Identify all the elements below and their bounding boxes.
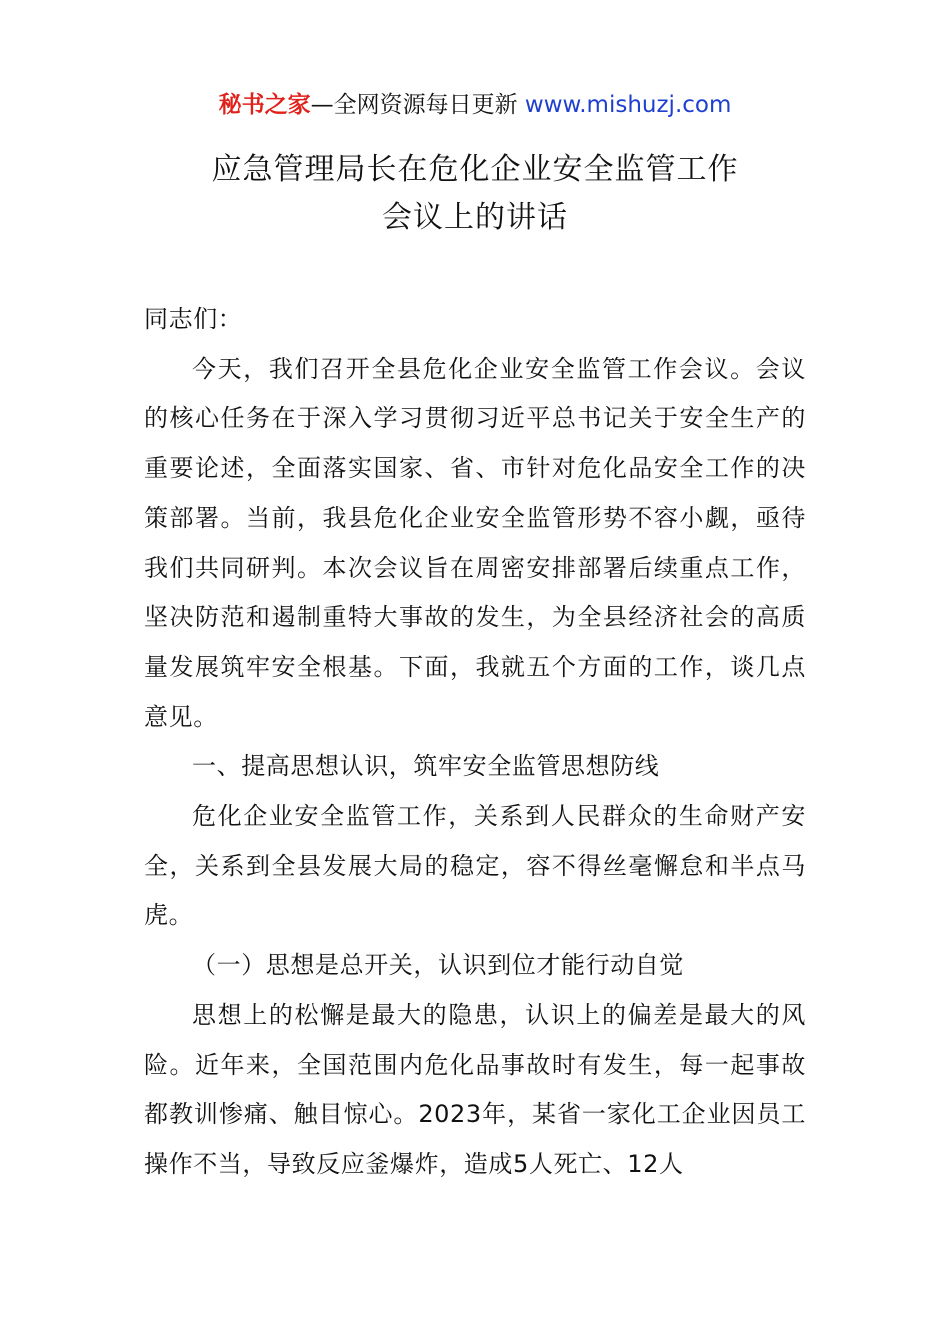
document-body xyxy=(144,295,806,1190)
document-title xyxy=(0,146,950,242)
title-line-1: 应急管理局长在危化企业安全监管工作 xyxy=(211,152,739,187)
site-url-link[interactable]: www.mishuzj.com xyxy=(524,92,732,118)
salutation: 同志们： xyxy=(144,305,243,333)
brand-name: 秘书之家 xyxy=(218,92,311,118)
paragraph-section-1: 危化企业安全监管工作，关系到人民群众的生命财产安全，关系到全县发展大局的稳定，容不得丝毫懈怠和半点马虎。 xyxy=(144,802,806,930)
site-header xyxy=(0,88,950,122)
paragraph-subsection-1: 思想上的松懈是最大的隐患，认识上的偏差是最大的风险。近年来，全国范围内危化品事故时有发生，每一起事故都教训惨痛、触目惊心。2023年，某省一家化工企业因员工操作不当，导致反应釜爆炸，造成5人死亡、12人 xyxy=(144,1000,806,1178)
section-heading-1: 一、提高思想认识，筑牢安全监管思想防线 xyxy=(192,752,660,781)
paragraph-intro: 今天，我们召开全县危化企业安全监管工作会议。会议的核心任务在于深入学习贯彻习近平总书记关于安全生产的重要论述，全面落实国家、省、市针对危化品安全工作的决策部署。当前，我县危化企业安全监管形势不容小觑，亟待我们共同研判。本次会议旨在周密安排部署后续重点工作，坚决防范和遏制重特大事故的发生，为全县经济社会的高质量发展筑牢安全根基。下面，我就五个方面的工作，谈几点意见。 xyxy=(144,354,806,731)
header-tagline: —全网资源每日更新 xyxy=(310,92,518,118)
subsection-heading-1: （一）思想是总开关，认识到位才能行动自觉 xyxy=(192,951,684,980)
title-line-2: 会议上的讲话 xyxy=(382,200,568,235)
